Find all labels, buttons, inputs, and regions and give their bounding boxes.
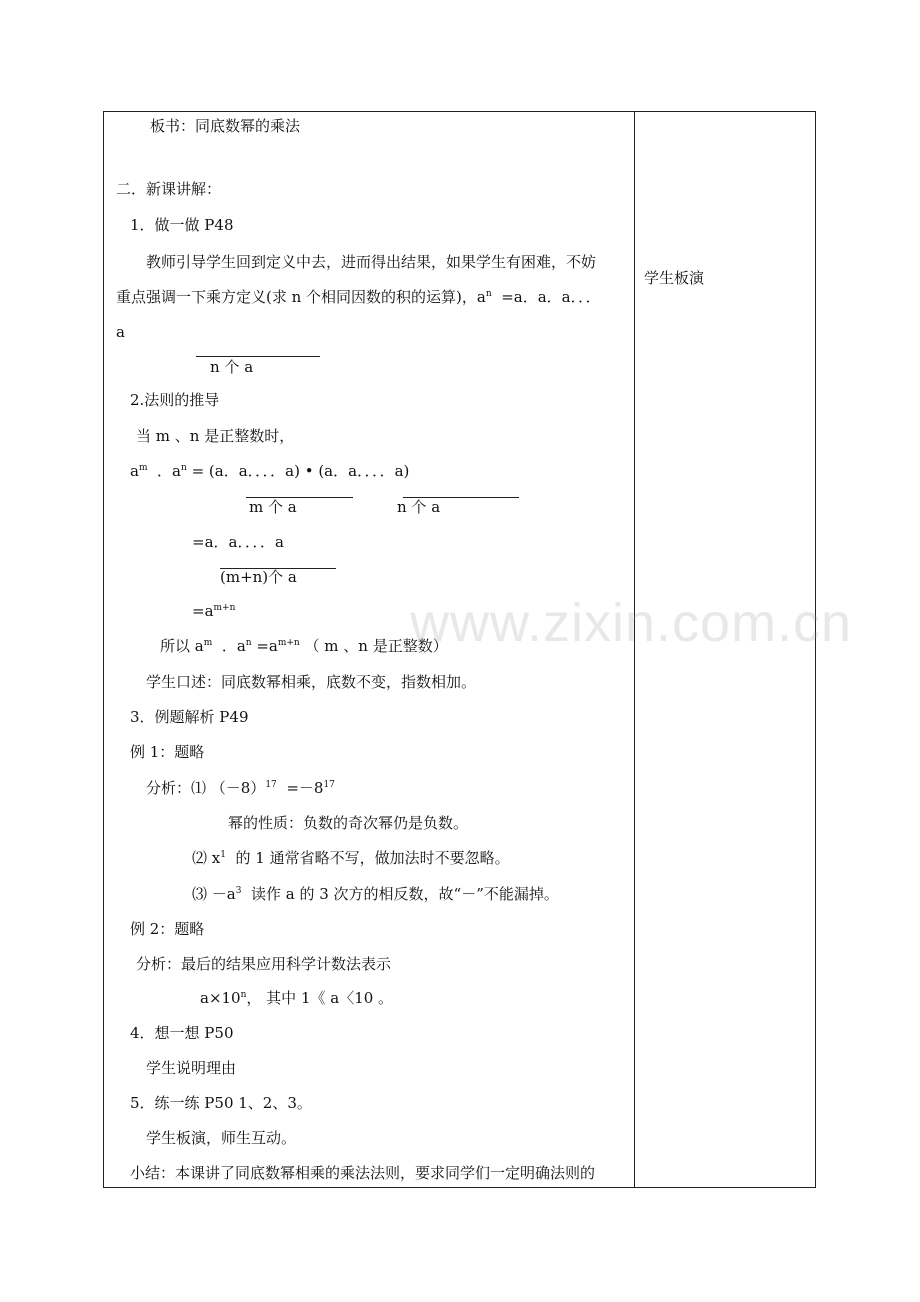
oral-statement: 学生口述：同底数幂相乘，底数不变，指数相加。 [146, 673, 477, 691]
brace-label: m 个 a [249, 498, 297, 516]
paragraph-line-1: 教师引导学生回到定义中去，进而得出结果，如果学生有困难，不妨 [146, 253, 597, 271]
paragraph-line-3: a [116, 323, 125, 341]
item-1: 1．做一做 P48 [130, 216, 234, 234]
analysis-1: 分析：⑴ $(-8)^{17} =-8^{17}$ [146, 779, 335, 797]
interaction-line: 学生板演，师生互动。 [146, 1129, 297, 1147]
brace-label: n 个 a [210, 358, 254, 376]
brace-label: (m+n)个 a [220, 568, 297, 586]
example-2: 例 2：题略 [130, 920, 205, 938]
summary-line: 小结：本课讲了同底数幂相乘的乘法法则，要求同学们一定明确法则的 [130, 1164, 596, 1182]
item-3: 3．例题解析 P49 [130, 708, 249, 726]
section-heading: 二．新课讲解： [116, 180, 222, 198]
right-column-note: 学生板演 [644, 269, 705, 287]
brace-label: n 个 a [397, 498, 441, 516]
analysis-3: ⑶ $-a^3$ 读作 a 的 3 次方的相反数，故“－”不能漏掉。 [192, 885, 559, 903]
board-title: 板书：同底数幂的乘法 [150, 117, 301, 135]
example-1: 例 1：题略 [130, 743, 205, 761]
item-2: 2.法则的推导 [130, 391, 220, 409]
item-5: 5．练一练 P50 1、2、3。 [130, 1094, 312, 1112]
derivation-line-1: $a^m$ ．$a^n = (a$．a．．．．a) • (a．a．．．．a) [130, 462, 410, 480]
item-4: 4．想一想 P50 [130, 1024, 234, 1042]
conclusion: 所以 $a^m$ ．$a^n =a^{m+n}$ （ m 、n 是正整数） [160, 637, 448, 655]
analysis-ex2: 分析：最后的结果应用科学计数法表示 [136, 955, 392, 973]
power-property: 幂的性质：负数的奇次幂仍是负数。 [228, 814, 469, 832]
reason-line: 学生说明理由 [146, 1059, 237, 1077]
derivation-line-3: $=a^{m+n}$ [192, 602, 236, 620]
condition: 当 m 、n 是正整数时， [136, 427, 295, 445]
scientific-notation: $a\times 10^n$， 其中 1《 a〈10 。 [200, 989, 394, 1007]
watermark: www.zixin.com.cn [410, 593, 853, 653]
analysis-2: ⑵ $x^1$ 的 1 通常省略不写，做加法时不要忽略。 [192, 849, 510, 867]
paragraph-line-2: 重点强调一下乘方定义(求 n 个相同因数的积的运算)，$a^n =a$．a．a．．． [116, 288, 601, 306]
derivation-line-2: =a．a．．．．a [192, 533, 284, 551]
